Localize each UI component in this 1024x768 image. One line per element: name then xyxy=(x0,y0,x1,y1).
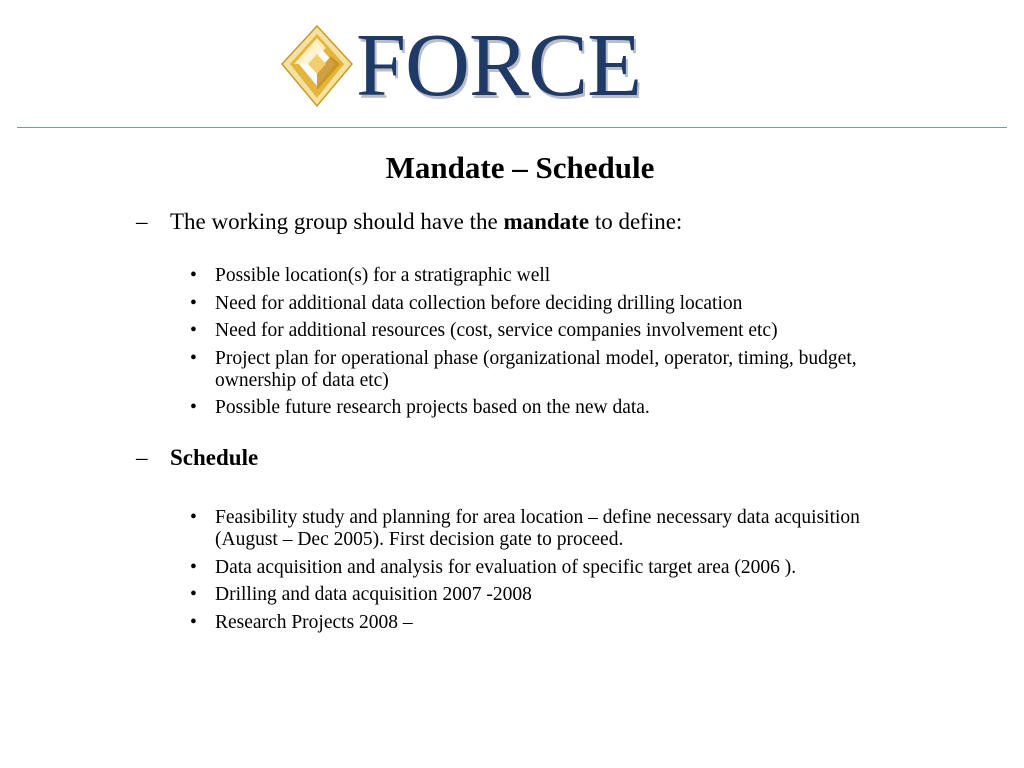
force-logo xyxy=(280,16,670,115)
header-divider xyxy=(17,127,1007,128)
list-item: • Feasibility study and planning for area location – define necessary data acquisition (August – Dec 2005). First decision gate to proceed. xyxy=(188,507,918,551)
list-item: • Need for additional data collection before deciding drilling location xyxy=(188,293,918,315)
list-item: • Drilling and data acquisition 2007 -2008 xyxy=(188,584,918,606)
dash-marker: – xyxy=(136,445,148,470)
section-mandate xyxy=(136,208,682,236)
slide-title: Mandate – Schedule xyxy=(385,150,655,185)
schedule-heading: Schedule xyxy=(170,445,259,470)
force-diamond-logo-icon xyxy=(280,24,354,108)
list-item: • Possible future research projects based on the new data. xyxy=(188,397,918,419)
schedule-bullet-list xyxy=(188,507,918,639)
list-item: • Research Projects 2008 – xyxy=(188,612,918,634)
list-item: • Need for additional resources (cost, service companies involvement etc) xyxy=(188,320,918,342)
mandate-text-after: to define: xyxy=(589,209,683,234)
section-schedule xyxy=(136,444,258,472)
list-item: • Project plan for operational phase (organizational model, operator, timing, budget, ownership of data etc) xyxy=(188,348,918,392)
mandate-text-before: The working group should have the xyxy=(170,209,504,234)
dash-marker: – xyxy=(136,209,148,234)
mandate-bullet-list xyxy=(188,265,918,425)
logo-wordmark: FORCE xyxy=(356,16,642,115)
list-item: • Data acquisition and analysis for evaluation of specific target area (2006 ). xyxy=(188,557,918,579)
mandate-bold: mandate xyxy=(503,209,590,234)
list-item: • Possible location(s) for a stratigraphic well xyxy=(188,265,918,287)
